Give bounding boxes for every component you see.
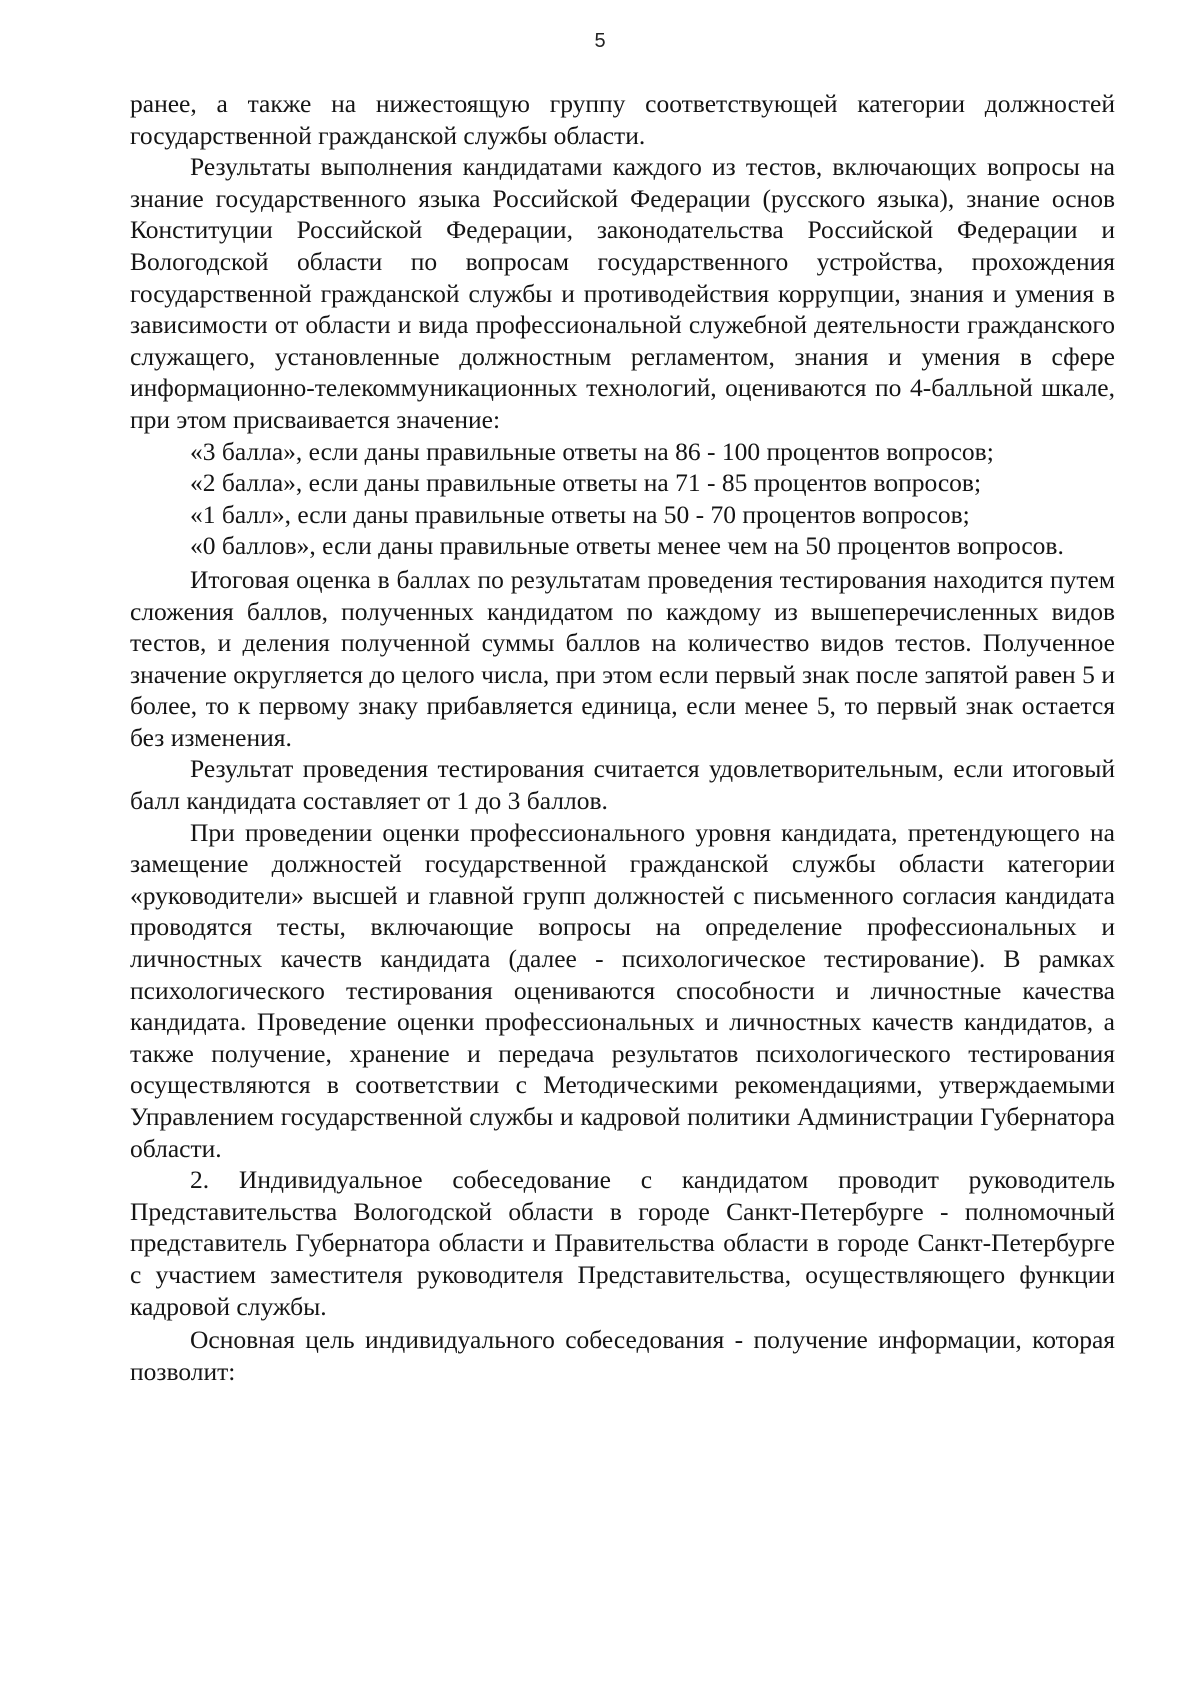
- list-item-score-1: «1 балл», если даны правильные ответы на 50 - 70 процентов вопросов;: [190, 499, 970, 529]
- paragraph-interview-goal: Основная цель индивидуального собеседования - получение информации, которая позволит:: [130, 1325, 1115, 1386]
- paragraph-individual-interview: 2. Индивидуальное собеседование с кандидатом проводит руководитель Представительства Вологодской области в городе Санкт-Петербурге - полномочный представитель Губернатора области и Правительства области в городе Санкт-Петербурге с участием заместителя руководителя Представительства, осуществляющего функции кадровой службы.: [130, 1165, 1115, 1321]
- paragraph-satisfactory-result: Результат проведения тестирования считается удовлетворительным, если итоговый балл кандидата составляет от 1 до 3 баллов.: [130, 754, 1115, 816]
- document-body: [130, 88, 1115, 1387]
- page-number: 5: [594, 30, 606, 52]
- paragraph-final-score: Итоговая оценка в баллах по результатам проведения тестирования находится путем сложения баллов, полученных кандидатом по каждому из вышеперечисленных видов тестов, и деления полученной суммы баллов на количество видов тестов. Полученное значение округляется до целого числа, при этом если первый знак после запятой равен 5 и более, то к первому знаку прибавляется единица, если менее 5, то первый знак остается без изменения.: [130, 564, 1115, 752]
- list-item-score-2: «2 балла», если даны правильные ответы на 71 - 85 процентов вопросов;: [190, 468, 982, 498]
- paragraph-continuation: ранее, а также на нижестоящую группу соответствующей категории должностей государственной гражданской службы области.: [130, 89, 1115, 150]
- list-item-score-0: «0 баллов», если даны правильные ответы менее чем на 50 процентов вопросов.: [190, 531, 1064, 561]
- paragraph-psychological-testing: При проведении оценки профессионального уровня кандидата, претендующего на замещение должностей государственной гражданской службы области категории «руководители» высшей и главной групп должностей с письменного согласия кандидата проводятся тесты, включающие вопросы на определение профессиональных и личностных качеств кандидата (далее - психологическое тестирование). В рамках психологического тестирования оцениваются способности и личностные качества кандидата. Проведение оценки профессиональных и личностных качеств кандидатов, а также получение, хранение и передача результатов психологического тестирования осуществляются в соответствии с Методическими рекомендациями, утверждаемыми Управлением государственной службы и кадровой политики Администрации Губернатора области.: [130, 817, 1115, 1163]
- paragraph-test-results: Результаты выполнения кандидатами каждого из тестов, включающих вопросы на знание государственного языка Российской Федерации (русского языка), знание основ Конституции Российской Федерации, законодательства Российской Федерации и Вологодской области по вопросам государственного устройства, прохождения государственной гражданской службы и противодействия коррупции, знания и умения в зависимости от области и вида профессиональной служебной деятельности гражданского служащего, установленные должностным регламентом, знания и умения в сфере информационно-телекоммуникационных технологий, оцениваются по 4-балльной шкале, при этом присваивается значение:: [130, 152, 1115, 434]
- list-item-score-3: «3 балла», если даны правильные ответы на 86 - 100 процентов вопросов;: [190, 436, 994, 466]
